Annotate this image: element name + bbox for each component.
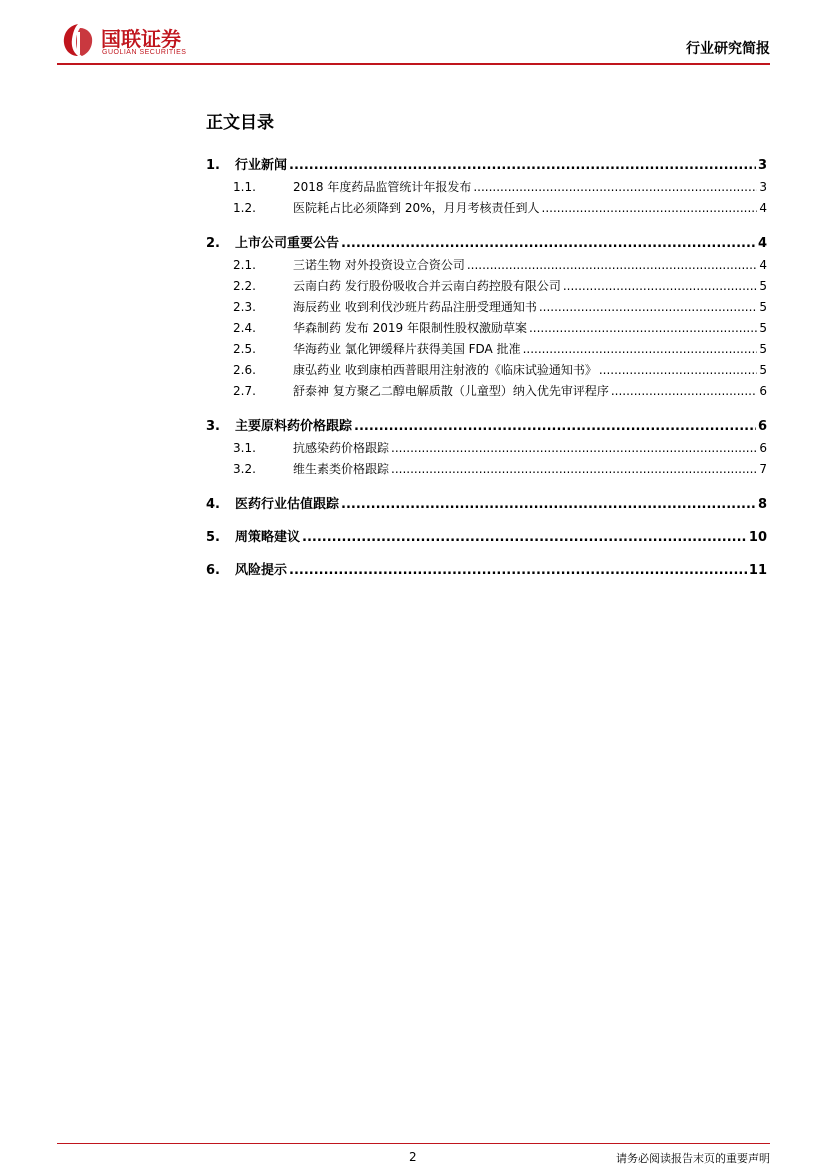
toc-entry-number: 3.2. xyxy=(233,462,256,476)
toc-entry-number: 2.2. xyxy=(233,279,256,293)
toc-leader-dots xyxy=(529,321,757,335)
toc-entry-number: 2.6. xyxy=(233,363,256,377)
toc-entry-title: 主要原料药价格跟踪 xyxy=(235,419,353,434)
toc-entry-page: 5 xyxy=(759,342,767,356)
toc-entry-number: 2.4. xyxy=(233,321,256,335)
toc-entry-title: 华海药业 氯化钾缓释片获得美国 FDA 批准 xyxy=(293,342,521,356)
toc-leader-dots xyxy=(542,201,758,215)
footer-divider xyxy=(57,1143,770,1144)
toc-entry-number: 2.1. xyxy=(233,258,256,272)
toc-entry-page: 10 xyxy=(748,530,767,545)
toc-subsection-entry[interactable] xyxy=(206,298,767,319)
toc-entry-page: 3 xyxy=(757,158,767,173)
toc-entry-title: 医药行业估值跟踪 xyxy=(235,497,340,512)
toc-leader-dots xyxy=(467,258,758,272)
toc-entry-page: 5 xyxy=(759,279,767,293)
header-divider xyxy=(57,63,770,65)
toc-entry-title: 康弘药业 收到康柏西普眼用注射液的《临床试验通知书》 xyxy=(293,363,597,377)
logo-chinese-name: 国联证券 xyxy=(101,27,181,51)
toc-entry-number: 6. xyxy=(206,563,220,578)
toc-entry-number: 2.3. xyxy=(233,300,256,314)
toc-section-entry[interactable] xyxy=(206,232,767,256)
toc-heading: 正文目录 xyxy=(206,113,274,133)
toc-entry-title: 行业新闻 xyxy=(235,158,288,173)
toc-entry-page: 5 xyxy=(759,300,767,314)
report-type-label: 行业研究简报 xyxy=(686,41,770,57)
company-logo xyxy=(57,18,257,64)
toc-entry-title: 风险提示 xyxy=(235,563,288,578)
toc-leader-dots xyxy=(473,180,757,194)
toc-entry-number: 3. xyxy=(206,419,220,434)
toc-entry-title: 云南白药 发行股份吸收合并云南白药控股有限公司 xyxy=(293,279,561,293)
table-of-contents xyxy=(206,154,767,583)
toc-entry-number: 2.7. xyxy=(233,384,256,398)
toc-leader-dots xyxy=(341,497,756,512)
toc-entry-number: 4. xyxy=(206,497,220,512)
toc-entry-page: 5 xyxy=(759,321,767,335)
toc-leader-dots xyxy=(599,363,758,377)
toc-entry-page: 6 xyxy=(759,441,767,455)
toc-subsection-entry[interactable] xyxy=(206,361,767,382)
toc-leader-dots xyxy=(539,300,758,314)
toc-subsection-entry[interactable] xyxy=(206,340,767,361)
toc-entry-page: 3 xyxy=(759,180,767,194)
toc-subsection-entry[interactable] xyxy=(206,178,767,199)
toc-entry-page: 7 xyxy=(759,462,767,476)
toc-entry-page: 6 xyxy=(757,419,767,434)
toc-subsection-entry[interactable] xyxy=(206,439,767,460)
toc-subsection-entry[interactable] xyxy=(206,199,767,220)
toc-leader-dots xyxy=(289,563,747,578)
toc-leader-dots xyxy=(391,462,757,476)
toc-subsection-entry[interactable] xyxy=(206,277,767,298)
toc-leader-dots xyxy=(523,342,758,356)
toc-section-entry[interactable] xyxy=(206,493,767,517)
toc-entry-page: 4 xyxy=(759,258,767,272)
toc-entry-number: 2. xyxy=(206,236,220,251)
toc-section-entry[interactable] xyxy=(206,559,767,583)
toc-entry-number: 5. xyxy=(206,530,220,545)
toc-entry-title: 周策略建议 xyxy=(235,530,301,545)
toc-subsection-entry[interactable] xyxy=(206,319,767,340)
toc-entry-number: 1.2. xyxy=(233,201,256,215)
toc-leader-dots xyxy=(302,530,747,545)
toc-entry-title: 医院耗占比必须降到 20%，月月考核责任到人 xyxy=(293,201,540,215)
toc-subsection-entry[interactable] xyxy=(206,256,767,277)
toc-entry-title: 维生素类价格跟踪 xyxy=(293,462,390,476)
toc-entry-title: 三诺生物 对外投资设立合资公司 xyxy=(293,258,465,272)
toc-entry-title: 2018 年度药品监管统计年报发布 xyxy=(293,180,472,194)
toc-entry-page: 5 xyxy=(759,363,767,377)
toc-leader-dots xyxy=(341,236,756,251)
toc-entry-number: 1.1. xyxy=(233,180,256,194)
logo-english-name: GUOLIAN SECURITIES xyxy=(102,49,187,56)
footer-disclaimer: 请务必阅读报告末页的重要声明 xyxy=(616,1152,770,1165)
toc-entry-page: 8 xyxy=(757,497,767,512)
guolian-logo-icon xyxy=(61,22,95,58)
page-header xyxy=(57,18,770,64)
toc-entry-page: 4 xyxy=(757,236,767,251)
toc-entry-title: 海辰药业 收到利伐沙班片药品注册受理通知书 xyxy=(293,300,537,314)
toc-subsection-entry[interactable] xyxy=(206,460,767,481)
toc-section-entry[interactable] xyxy=(206,526,767,550)
toc-entry-title: 舒泰神 复方聚乙二醇电解质散（儿童型）纳入优先审评程序 xyxy=(293,384,609,398)
toc-entry-number: 3.1. xyxy=(233,441,256,455)
toc-entry-number: 1. xyxy=(206,158,220,173)
toc-leader-dots xyxy=(354,419,756,434)
toc-entry-number: 2.5. xyxy=(233,342,256,356)
toc-entry-title: 抗感染药价格跟踪 xyxy=(293,441,390,455)
toc-subsection-entry[interactable] xyxy=(206,382,767,403)
toc-entry-page: 11 xyxy=(748,563,767,578)
toc-section-entry[interactable] xyxy=(206,154,767,178)
toc-section-entry[interactable] xyxy=(206,415,767,439)
toc-leader-dots xyxy=(289,158,756,173)
toc-entry-title: 华森制药 发布 2019 年限制性股权激励草案 xyxy=(293,321,527,335)
toc-leader-dots xyxy=(611,384,758,398)
toc-entry-page: 4 xyxy=(759,201,767,215)
toc-entry-title: 上市公司重要公告 xyxy=(235,236,340,251)
toc-leader-dots xyxy=(563,279,758,293)
toc-leader-dots xyxy=(391,441,757,455)
toc-entry-page: 6 xyxy=(759,384,767,398)
footer-page-number: 2 xyxy=(409,1150,417,1164)
